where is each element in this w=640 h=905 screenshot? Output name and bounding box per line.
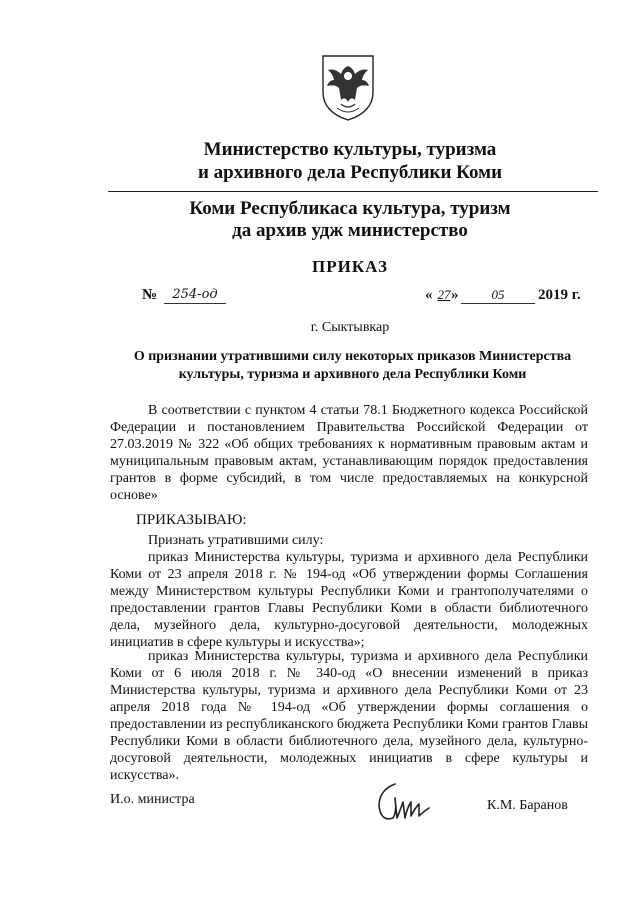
signer-name: К.М. Баранов bbox=[487, 798, 568, 813]
order-subject: О признании утратившими силу некоторых приказов Министерства культуры, туризма и архивного дела Республики Коми bbox=[133, 349, 572, 382]
order-item-intro: Признать утратившими силу: bbox=[148, 533, 324, 548]
ministry-name-ru-line1: Министерство культуры, туризма bbox=[203, 139, 497, 160]
ministry-name-ru-line2: и архивного дела Республики Коми bbox=[197, 162, 503, 183]
document-type-title: ПРИКАЗ bbox=[312, 257, 388, 276]
date-quote-close: » bbox=[451, 287, 459, 303]
date-year: 2019 г. bbox=[538, 287, 581, 303]
preamble-paragraph: В соответствии с пунктом 4 статьи 78.1 Бюджетного кодекса Российской Федерации и постановлением Правительства Российской Федерации от 27.03.2019 № 322 «Об общих требованиях к нормативным правовым актам и муниципальным правовым актам, устанавливающим порядок предоставления грантов в форме субсидий, в том числе предоставляемых на конкурсной основе» bbox=[110, 403, 588, 503]
city-name: г. Сыктывкар bbox=[310, 320, 390, 335]
date-day: 27 bbox=[437, 287, 451, 302]
coat-of-arms-emblem bbox=[317, 52, 379, 122]
order-number-label: № bbox=[142, 287, 158, 303]
order-item-first: приказ Министерства культуры, туризма и архивного дела Республики Коми от 23 апреля 2018 г. № 194-од «Об утверждении формы Соглашения между Министерством культуры Республики Коми и грантополучателями о предоставлении грантов Главы Республики Коми в области библиотечного дела, музейного дела, культурно-досуговой деятельности, молодежных инициатив в сфере культуры и искусства»; bbox=[110, 550, 588, 650]
signer-role: И.о. министра bbox=[110, 792, 195, 807]
ministry-name-komi-line1: Коми Республикаса культура, туризм bbox=[189, 198, 511, 219]
header-divider bbox=[108, 191, 598, 192]
order-number-value: 254-од bbox=[164, 287, 226, 304]
date-quote-open: « bbox=[425, 287, 433, 303]
order-item-second: приказ Министерства культуры, туризма и архивного дела Республики Коми от 6 июля 2018 г. № 340-од «О внесении изменений в приказ Министерства культуры, туризма и архивного дела Республики Коми от 23 апреля 2018 года № 194-од «Об утверждении формы соглашения о предоставлении из республиканского бюджета Республики Коми грантов Главы Республики Коми в области библиотечного дела, музейного дела, культурно-досуговой деятельности, молодежных инициатив в сфере культуры и искусства». bbox=[110, 649, 588, 783]
ministry-name-komi-line2: да архив удж министерство bbox=[232, 220, 468, 241]
order-word: ПРИКАЗЫВАЮ: bbox=[136, 512, 247, 528]
handwritten-signature bbox=[373, 778, 437, 828]
date-month: 05 bbox=[461, 287, 535, 304]
